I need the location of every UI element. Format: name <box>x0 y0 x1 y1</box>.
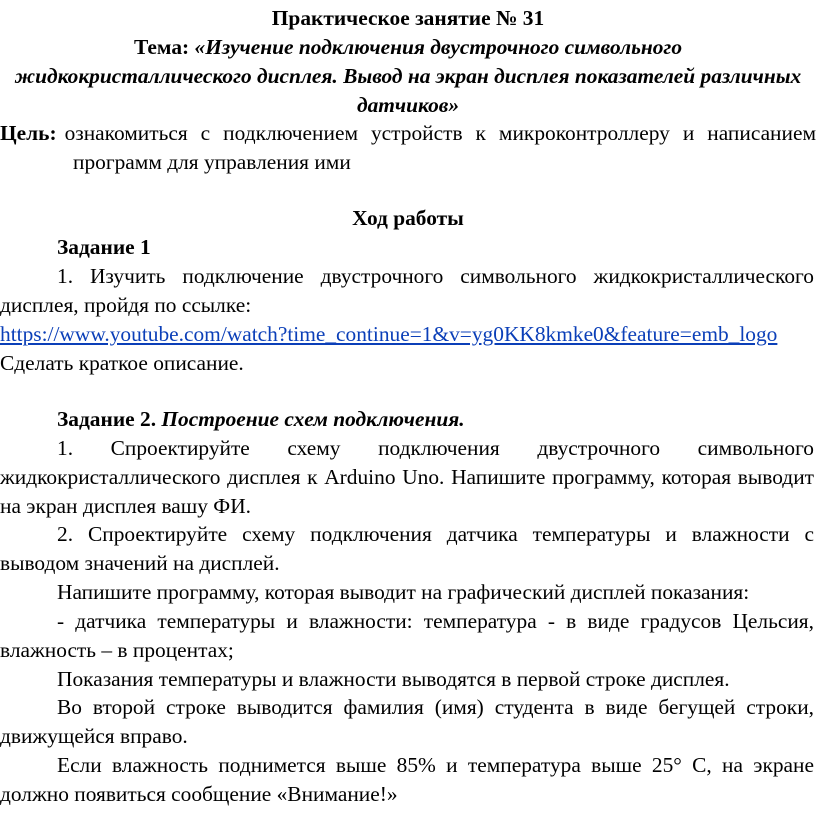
task2-p1-line-2: жидкокристаллического дисплея к Arduino Uno. Напишите программу, которая выводит <box>0 465 814 489</box>
task2-p1-line-3: на экран дисплея вашу ФИ. <box>0 494 251 518</box>
topic-text-1: «Изучение подключения двустрочного символьного <box>194 35 683 59</box>
topic-line-3: датчиков» <box>356 93 460 117</box>
task2-p5: Показания температуры и влажности выводятся в первой строке дисплея. <box>57 667 730 691</box>
task2-p4-line-1: - датчика температуры и влажности: температура - в виде градусов Цельсия, <box>57 609 814 633</box>
goal-line-1 <box>0 118 816 148</box>
task2-heading: Задание 2. <box>57 407 157 431</box>
task1-line-3: Сделать краткое описание. <box>0 351 244 375</box>
task1-line-2: дисплея, пройдя по ссылке: <box>0 293 252 317</box>
goal-text-2: программ для управления ими <box>73 150 351 174</box>
topic-line-1 <box>0 32 816 62</box>
task2-p4-line-2: влажность – в процентах; <box>0 638 234 662</box>
task1-heading: Задание 1 <box>57 235 151 259</box>
task2-p6-line-2: движущейся вправо. <box>0 724 188 748</box>
task2-p1-line-1: 1. Спроектируйте схему подключения двустрочного символьного <box>57 436 814 460</box>
task2-p7-line-1: Если влажность поднимется выше 85% и температура выше 25° С, на экране <box>57 753 814 777</box>
task2-p6-line-1: Во второй строке выводится фамилия (имя) студента в виде бегущей строки, <box>57 695 814 719</box>
task1-link-row <box>0 319 816 349</box>
task2-p7-line-2: должно появиться сообщение «Внимание!» <box>0 782 398 806</box>
progress-heading: Ход работы <box>352 206 464 230</box>
goal-text-1: ознакомиться с подключением устройств к микроконтроллеру и написанием <box>64 121 816 145</box>
task1-line-1: 1. Изучить подключение двустрочного символьного жидкокристаллического <box>57 264 814 288</box>
topic-line-2: жидкокристаллического дисплея. Вывод на экран дисплея показателей различных <box>14 64 802 88</box>
page-title: Практическое занятие № 31 <box>271 6 545 30</box>
youtube-link[interactable]: https://www.youtube.com/watch?time_continue=1&v=yg0KK8kmke0&feature=emb_logo <box>0 322 778 346</box>
task2-p3: Напишите программу, которая выводит на графический дисплей показания: <box>57 580 750 604</box>
goal-label: Цель: <box>0 121 57 145</box>
task2-p2-line-2: выводом значений на дисплей. <box>0 551 280 575</box>
topic-label: Тема: <box>133 35 190 59</box>
task2-p2-line-1: 2. Спроектируйте схему подключения датчика температуры и влажности с <box>57 522 814 546</box>
task2-heading-italic: Построение схем подключения. <box>161 407 465 431</box>
task2-heading-row <box>57 404 816 434</box>
